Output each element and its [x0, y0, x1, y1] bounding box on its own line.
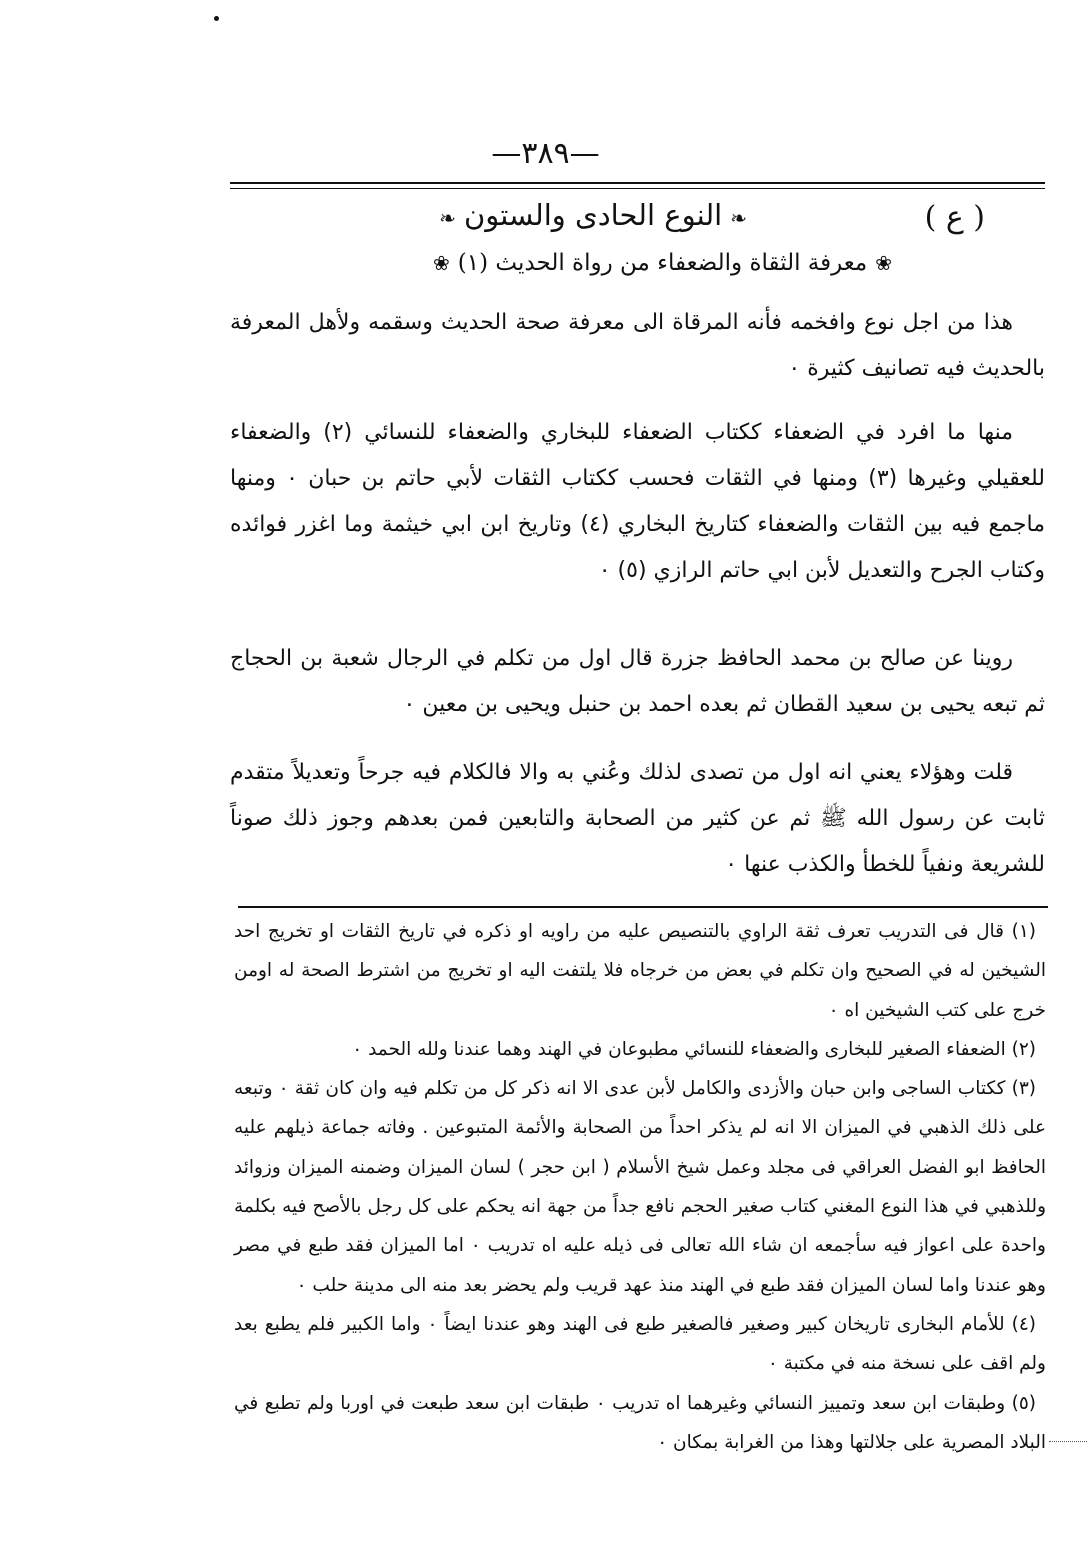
footnote-3: (٣) ككتاب الساجى وابن حبان والأزدى والكامل لأبن عدى الا انه ذكر كل من تكلم فيه وان كان ثقة ٠ وتبعه على ذلك الذهبي في الميزان الا انه لم يذكر احداً من الصحابة والأئمة المتبوعين . وفاته جماعة ذيلهم عليه الحافظ ابو الفضل العراقي فى مجلد وعمل شيخ الأسلام ( ابن حجر ) لسان الميزان وضمنه الميزان وزوائد وللذهبي في هذا النوع المغني كتاب صغير الحجم نافع جداً من جهة انه يحكم على كل رجل بالأصح فيه بكلمة واحدة على اعواز فيه سأجمعه ان شاء الله تعالى فى ذيله عليه اه تدريب ٠ اما الميزان فقد طبع في مصر وهو عندنا واما لسان الميزان فقد طبع في الهند منذ عهد قريب ولم يحضر بعد منه الى مدينة حلب ٠ — [234, 1078, 1046, 1296]
stray-ink-dot — [214, 16, 219, 21]
page-number: —٣٨٩— — [491, 136, 600, 171]
header-rule-thin — [230, 188, 1045, 189]
chapter-title-group — [431, 198, 755, 232]
footnote-separator — [238, 906, 1048, 908]
paragraph-text: روينا عن صالح بن محمد الحافظ جزرة قال اول من تكلم في الرجال شعبة بن الحجاج ثم تبعه يحيى بن سعيد القطان ثم بعده احمد بن حنبل ويحيى بن معين ٠ — [230, 646, 1045, 717]
footnote-5: (٥) وطبقات ابن سعد وتمييز النسائي وغيرهما اه تدريب ٠ طبقات ابن سعد طبعت في اوربا ولم تطبع في البلاد المصرية على جلالتها وهذا من الغرابة بمكان ٠ — [234, 1392, 1046, 1453]
body-paragraph-3 — [230, 636, 1045, 728]
paragraph-text: منها ما افرد في الضعفاء ككتاب الضعفاء للبخاري والضعفاء للنسائي (٢) والضعفاء للعقيلي وغيرها (٣) ومنها في الثقات فحسب ككتاب الثقات لأبي حاتم بن حبان ٠ ومنها ماجمع فيه بين الثقات والضعفاء كتاريخ البخاري (٤) وتاريخ ابن ابي خيثمة وما اغزر فوائده وكتاب الجرح والتعديل لأبن ابي حاتم الرازي (٥) ٠ — [230, 420, 1046, 583]
header-rule-thick — [230, 182, 1045, 184]
footnote-1: (١) قال فى التدريب تعرف ثقة الراوي بالتنصيص عليه من راويه او ذكره في تاريخ الثقات او تخريج احد الشيخين له في الصحيح وان تكلم في بعض من خرجاه فلا يلتفت اليه او تخريج من اشترط الصحة له اومن خرج على كتب الشيخين اه ٠ — [234, 921, 1046, 1021]
section-subtitle — [230, 250, 1045, 276]
body-paragraph-2 — [230, 410, 1045, 594]
chapter-title: النوع الحادى والستون — [464, 198, 723, 232]
paragraph-text: قلت وهؤلاء يعني انه اول من تصدى لذلك وعُني به والا فالكلام فيه جرحاً وتعديلاً متقدم ثابت عن رسول الله ﷺ ثم عن كثير من الصحابة والتابعين فمن بعدهم وجوز ذلك صوناً للشريعة ونفياً للخطأ والكذب عنها ٠ — [230, 760, 1045, 877]
footnote-4: (٤) للأمام البخارى تاريخان كبير وصغير فالصغير طبع فى الهند وهو عندنا ايضاً ٠ واما الكبير فلم يطبع بعد ولم اقف على نسخة منه في مكتبة ٠ — [234, 1313, 1046, 1375]
footnote-2: (٢) الضعفاء الصغير للبخارى والضعفاء للنسائي مطبوعان في الهند وهما عندنا ولله الحمد ٠ — [352, 1038, 1036, 1060]
subtitle-text: معرفة الثقاة والضعفاء من رواة الحديث (١) — [457, 250, 868, 276]
body-paragraph-4 — [230, 750, 1045, 888]
flower-ornament-icon: ❀ — [875, 251, 892, 275]
chapter-mark: ( ع ) — [924, 200, 985, 235]
footnotes — [234, 912, 1046, 1462]
paragraph-text: هذا من اجل نوع وافخمه فأنه المرقاة الى معرفة صحة الحديث وسقمه ولأهل المعرفة بالحديث فيه تصانيف كثيرة ٠ — [230, 310, 1045, 381]
ornament-icon: ❧ — [439, 206, 456, 230]
flower-ornament-icon: ❀ — [433, 251, 450, 275]
margin-mark — [1049, 1441, 1087, 1442]
chapter-heading — [230, 196, 1045, 242]
body-paragraph-1 — [230, 300, 1045, 392]
ornament-icon: ❧ — [730, 206, 747, 230]
